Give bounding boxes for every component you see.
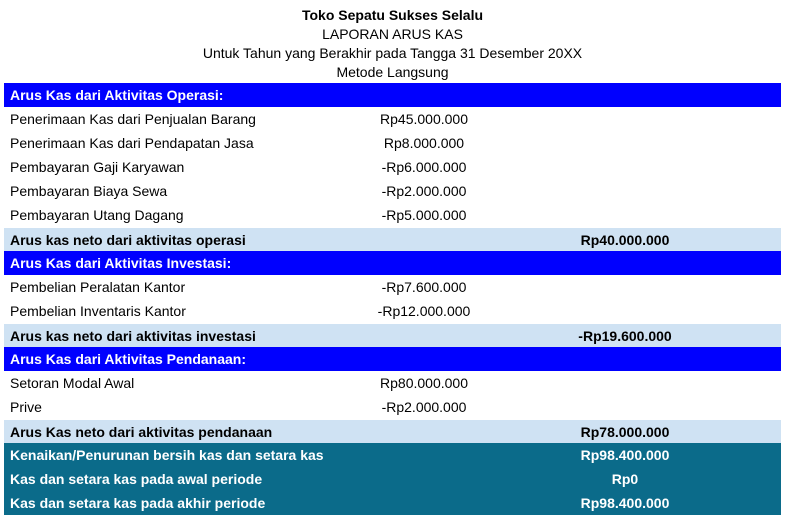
table-row <box>4 131 781 155</box>
row-label: Penerimaan Kas dari Pendapatan Jasa <box>10 135 254 151</box>
section-title: Arus Kas dari Aktivitas Investasi: <box>10 255 232 271</box>
section-header-operasi <box>4 83 781 107</box>
cash-flow-table <box>4 83 781 515</box>
net-value: Rp40.000.000 <box>580 232 670 248</box>
section-title: Arus Kas dari Aktivitas Operasi: <box>10 87 224 103</box>
row-label: Prive <box>10 399 42 415</box>
net-value: Rp78.000.000 <box>580 424 670 440</box>
section-header-investasi <box>4 251 781 275</box>
summary-label: Kas dan setara kas pada akhir periode <box>10 495 266 511</box>
table-row <box>4 203 781 227</box>
net-row-investasi <box>4 323 781 347</box>
summary-value: Rp98.400.000 <box>580 495 670 511</box>
row-label: Pembelian Peralatan Kantor <box>10 279 186 295</box>
report-period: Untuk Tahun yang Berakhir pada Tangga 31 Desember 20XX <box>202 45 583 61</box>
row-amount: -Rp12.000.000 <box>377 303 471 319</box>
row-amount: -Rp6.000.000 <box>381 159 467 175</box>
row-amount: -Rp5.000.000 <box>381 207 467 223</box>
net-label: Arus kas neto dari aktivitas investasi <box>10 328 256 344</box>
report-method: Metode Langsung <box>336 64 449 80</box>
summary-row-ending <box>4 491 781 515</box>
table-row <box>4 107 781 131</box>
table-row <box>4 155 781 179</box>
summary-row-net-change <box>4 443 781 467</box>
summary-label: Kenaikan/Penurunan bersih kas dan setara kas <box>10 447 324 463</box>
row-label: Penerimaan Kas dari Penjualan Barang <box>10 111 256 127</box>
report-header <box>0 6 785 82</box>
net-label: Arus Kas neto dari aktivitas pendanaan <box>10 424 273 440</box>
report-title: LAPORAN ARUS KAS <box>322 26 463 42</box>
net-value: -Rp19.600.000 <box>578 328 672 344</box>
summary-label: Kas dan setara kas pada awal periode <box>10 471 263 487</box>
net-row-pendanaan <box>4 419 781 443</box>
row-amount: -Rp2.000.000 <box>381 183 467 199</box>
net-label: Arus kas neto dari aktivitas operasi <box>10 232 246 248</box>
summary-row-beginning <box>4 467 781 491</box>
section-title: Arus Kas dari Aktivitas Pendanaan: <box>10 351 247 367</box>
row-label: Pembelian Inventaris Kantor <box>10 303 186 319</box>
row-label: Setoran Modal Awal <box>10 375 135 391</box>
table-row <box>4 371 781 395</box>
row-label: Pembayaran Gaji Karyawan <box>10 159 185 175</box>
table-row <box>4 299 781 323</box>
row-amount: Rp8.000.000 <box>383 135 465 151</box>
row-label: Pembayaran Biaya Sewa <box>10 183 168 199</box>
table-row <box>4 179 781 203</box>
section-header-pendanaan <box>4 347 781 371</box>
row-label: Pembayaran Utang Dagang <box>10 207 184 223</box>
table-row <box>4 275 781 299</box>
row-amount: Rp45.000.000 <box>380 111 468 127</box>
row-amount: -Rp2.000.000 <box>381 399 467 415</box>
summary-value: Rp0 <box>611 471 639 487</box>
row-amount: -Rp7.600.000 <box>381 279 467 295</box>
summary-value: Rp98.400.000 <box>580 447 670 463</box>
net-row-operasi <box>4 227 781 251</box>
table-row <box>4 395 781 419</box>
company-name: Toko Sepatu Sukses Selalu <box>301 7 484 23</box>
row-amount: Rp80.000.000 <box>380 375 468 391</box>
